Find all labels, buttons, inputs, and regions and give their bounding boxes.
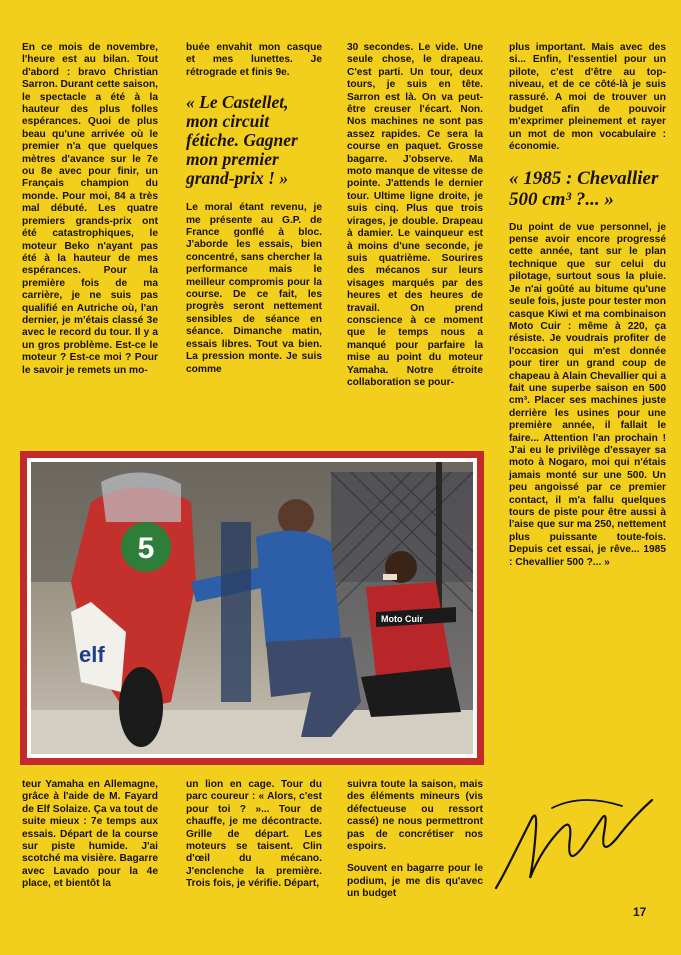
article-column-1 bbox=[22, 42, 158, 377]
photo-border bbox=[27, 458, 477, 758]
race-photo-frame bbox=[20, 451, 484, 765]
article-column-3 bbox=[347, 42, 483, 389]
column-2-top-text: buée envahit mon casque et mes lunettes. Je rétrograde et finis 9e. bbox=[186, 42, 322, 78]
bottom-column-3-text: suivra toute la saison, mais des éléments mineurs (vis défectueuse ou ressort cassé) ne nous permettront pas de concrétiser nos espoirs. bbox=[347, 779, 483, 853]
page-number: 17 bbox=[633, 905, 647, 919]
column-2-body-text: Le moral étant revenu, je me présente au G.P. de France gonflé à bloc. J'aborde les essais, bien concentré, sans chercher la performance mais le meilleur compromis pour la course. De ce fait, les progrès seront nettement sensibles de séance en séance. Dimanche matin, essais libres. Tout va bien. La pression monte. Je suis comme bbox=[186, 202, 322, 375]
photo-illustration bbox=[31, 462, 473, 754]
race-photo bbox=[31, 462, 473, 754]
column-4-body-text: Du point de vue personnel, je pense avoir encore progressé cette année, tant sur le plan technique que sur celui du pilotage, surtout sous la pluie. Je n'ai goûté au bitume qu'une seule fois, juste pour tester mon casque Kiwi et ma combinaison Moto Cuir : même à 220, ça résiste. Je voudrais profiter de l'occasion qui m'est donnée pour tirer un grand coup de chapeau à Alain Chevallier qui a fait une superbe saison en 500 cm³. Placer ses machines juste derrière les usines pour une première année, il fallait le faire... Attention l'an prochain ! J'ai eu le privilège d'essayer sa moto à Nogaro, moi qui n'étais jamais monté sur une 500. Un peu angoissé par ce premier contact, il m'a fallu quelques tours de piste pour être aussi à l'aise que sur ma 250, nettement plus puissante toute-fois. Depuis cet essai, je rêve... 1985 : Chevallier 500 ?... » bbox=[509, 221, 666, 568]
bottom-column-1 bbox=[22, 779, 158, 891]
race-number: 5 bbox=[137, 532, 155, 565]
pull-quote-castellet: « Le Castellet, mon circuit fétiche. Gagner mon premier grand-prix ! » bbox=[186, 92, 298, 189]
bottom-column-3 bbox=[347, 779, 483, 901]
handwritten-signature bbox=[492, 788, 668, 896]
article-column-2 bbox=[186, 42, 322, 376]
bottom-column-2 bbox=[186, 779, 322, 891]
bottom-column-3-text-2: Souvent en bagarre pour le podium, je me dis qu'avec un budget bbox=[347, 863, 483, 900]
article-column-4 bbox=[509, 42, 666, 569]
sponsor-logo: elf bbox=[79, 642, 105, 667]
column-1-text: En ce mois de novembre, l'heure est au bilan. Tout d'abord : bravo Christian Sarron. Durant cette saison, le spectacle a été à la hauteur des plus folles espérances. Quoi de plus beau qu'une arrivée où le premier n'a que quelques mètres d'avance sur le 7e ou 8e avec pour finir, un Français champion du monde. Pour moi, 84 a très mal débuté. Les quatre premiers grands-prix ont été catastrophiques, le moteur Beko n'ayant pas été à la hauteur de mes espérances. Pour la première fois de ma carrière, je ne suis pas qualifié en Autriche où, l'an dernier, je m'étais classé 3e avec le record du tour. Il y a un gros problème. Est-ce le moteur ? Est-ce moi ? Pour le savoir je remets un mo- bbox=[22, 42, 158, 376]
bottom-column-2-text: un lion en cage. Tour du parc coureur : « Alors, c'est pour toi ? »... Tour de chauffe, je me décontracte. Grille de départ. Les moteurs se taisent. Clin d'œil du mécano. J'enclenche la première. Trois fois, je vérifie. Départ, bbox=[186, 779, 322, 890]
bottom-column-1-text: teur Yamaha en Allemagne, grâce à l'aide de M. Fayard de Elf Solaize. Ça va tout de suite mieux : 7e temps aux essais. Départ de la course sur piste humide. J'ai scotché ma visière. Bagarre avec Lavado pour la 4e place, et bientôt la bbox=[22, 779, 158, 890]
pull-quote-1985: « 1985 : Chevallier 500 cm³ ?... » bbox=[509, 167, 659, 210]
column-4-top-text: plus important. Mais avec des si... Enfin, l'essentiel pour un pilote, c'est d'être au top-niveau, et de ce côté-là je suis rassuré. A moi de trouver un budget afin de pouvoir m'exprimer pleinement et rayer un mot de mon vocabulaire : économie. bbox=[509, 42, 666, 153]
suit-logo: Moto Cuir bbox=[381, 614, 423, 624]
column-3-text: 30 secondes. Le vide. Une seule chose, le drapeau. C'est parti. Un tour, deux tours, je suis en tête. Sarron est là. On va peut-être creuser l'écart. Non. Nos machines ne sont pas assez rapides. Ce sera la course en paquet. Grosse bagarre. J'observe. Ma moto manque de vitesse de pointe. J'attends le dernier tour. Ultime ligne droite, je suis cinq. Plus que trois virages, je double. Drapeau à damier. Le vainqueur est à moins d'une seconde, je suis quatrième. Sourires des mécanos sur leurs visages marqués par des heures et des heures de travail. On prend conscience à ce moment que le temps nous a manqué pour parfaire la mise au point du moteur Yamaha. Notre étroite collaboration se pour- bbox=[347, 42, 483, 388]
